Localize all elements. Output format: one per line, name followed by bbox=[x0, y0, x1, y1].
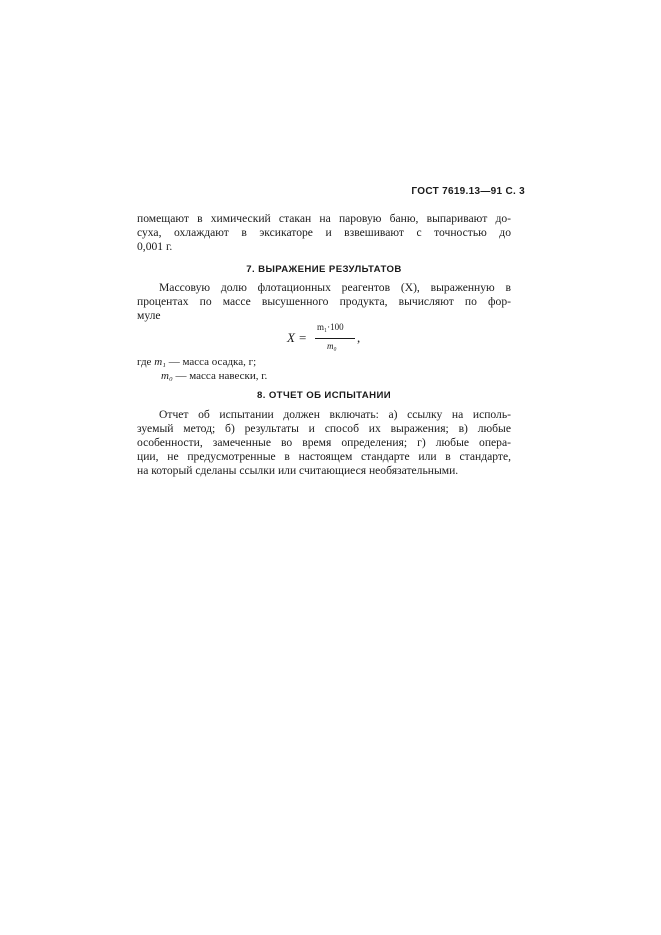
legend-variable: m₁ bbox=[154, 356, 166, 368]
formula-trailing: , bbox=[357, 330, 361, 345]
formula-lhs: X bbox=[287, 330, 295, 345]
page-header: ГОСТ 7619.13—91 С. 3 bbox=[411, 186, 525, 197]
paragraph-line: Массовую долю флотационных реагентов (X), выраженную в bbox=[159, 281, 511, 294]
paragraph-line: 0,001 г. bbox=[137, 240, 173, 253]
section-8-paragraph bbox=[137, 408, 511, 478]
legend-variable: m₀ bbox=[161, 370, 173, 382]
fraction-bar bbox=[315, 338, 355, 339]
paragraph-line: муле bbox=[137, 309, 161, 322]
legend-row bbox=[137, 355, 267, 369]
legend-row bbox=[137, 369, 267, 383]
legend-description: — масса навески, г. bbox=[172, 370, 268, 382]
section-7-heading: 7. ВЫРАЖЕНИЕ РЕЗУЛЬТАТОВ bbox=[246, 264, 402, 275]
formula-denominator: m₀ bbox=[327, 341, 337, 351]
section-7-paragraph bbox=[137, 281, 511, 323]
formula-legend bbox=[137, 355, 267, 383]
paragraph-line: помещают в химический стакан на паровую баню, выпаривают до- bbox=[137, 212, 511, 225]
continuation-paragraph bbox=[137, 212, 511, 254]
section-8-heading: 8. ОТЧЕТ ОБ ИСПЫТАНИИ bbox=[256, 390, 392, 401]
formula-equals: = bbox=[299, 330, 307, 345]
paragraph-line: Отчет об испытании должен включать: а) ссылку на исполь- bbox=[159, 408, 511, 421]
paragraph-line: зуемый метод; б) результаты и способ их выражения; в) любые bbox=[137, 422, 511, 435]
formula-numerator: m₁·100 bbox=[317, 322, 344, 332]
mass-fraction-formula bbox=[287, 322, 377, 356]
paragraph-line: особенности, замеченные во время определения; г) любые опера- bbox=[137, 436, 511, 449]
legend-prefix: где bbox=[137, 356, 152, 368]
paragraph-line: суха, охлаждают в эксикаторе и взвешивают с точностью до bbox=[137, 226, 511, 239]
paragraph-line: процентах по массе высушенного продукта, вычисляют по фор- bbox=[137, 295, 511, 308]
paragraph-line: ции, не предусмотренные в настоящем стандарте или в стандарте, bbox=[137, 450, 511, 463]
legend-description: — масса осадка, г; bbox=[165, 356, 257, 368]
paragraph-line: на который сделаны ссылки или считающиеся необязательными. bbox=[137, 464, 459, 477]
